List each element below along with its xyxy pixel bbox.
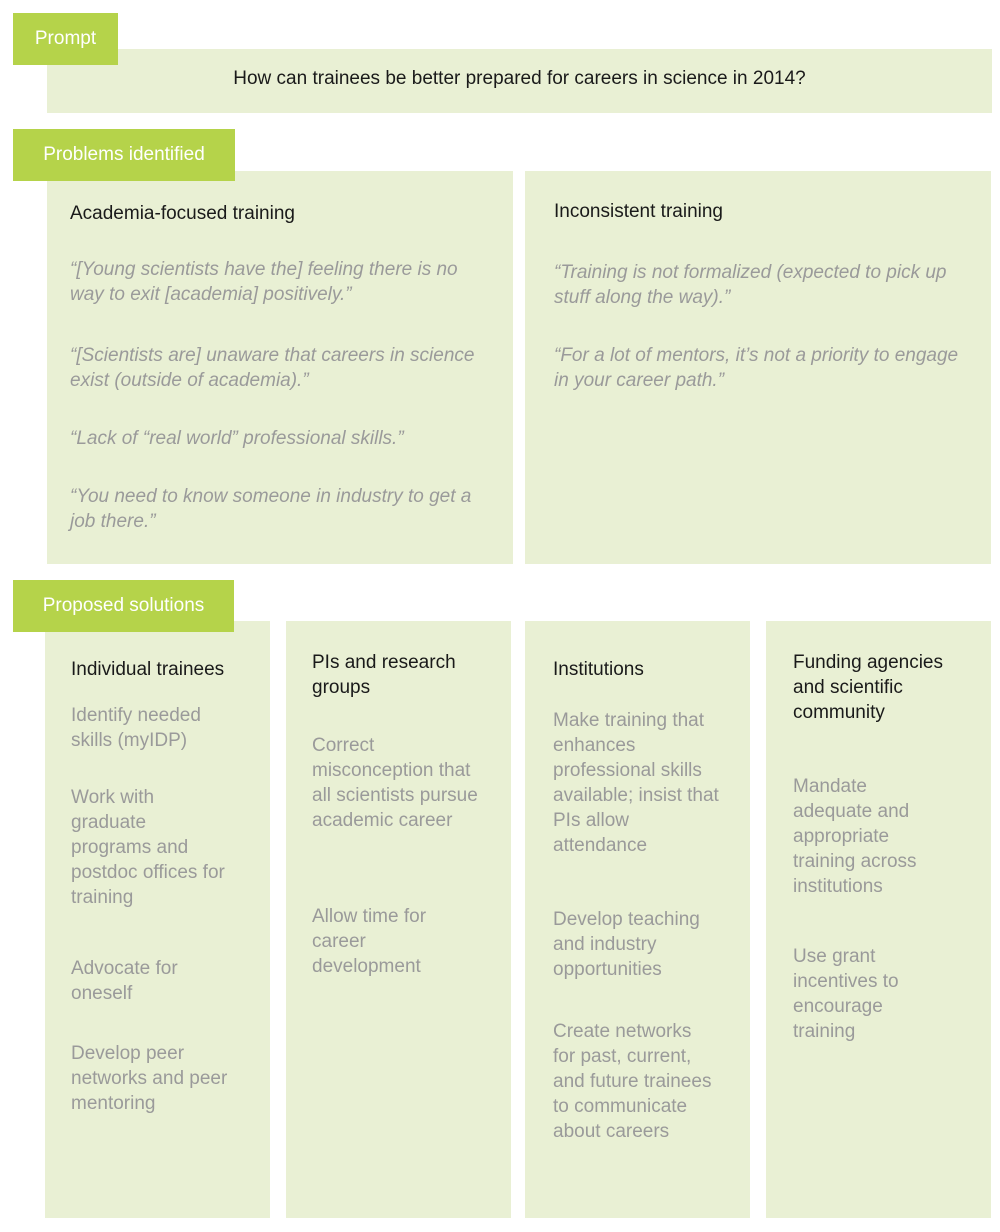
problem-quote: “Lack of “real world” professional skills.” <box>70 428 404 449</box>
solution-heading: Funding agencies and scientific community <box>793 652 943 723</box>
solution-item: Use grant incentives to encourage training <box>793 946 899 1042</box>
solution-item: Develop peer networks and peer mentoring <box>71 1043 228 1114</box>
solutions-tag-label: Proposed solutions <box>42 595 205 616</box>
problem-panel-academia <box>47 171 513 564</box>
prompt-tag-label: Prompt <box>34 28 97 49</box>
solution-item: Correct misconception that all scientists pursue academic career <box>312 735 478 831</box>
problem-quote: “You need to know someone in industry to get a job there.” <box>70 486 472 532</box>
problem-quote: “[Scientists are] unaware that careers in science exist (outside of academia).” <box>70 345 475 391</box>
solution-panel-pis <box>286 621 511 1218</box>
solution-item: Work with graduate programs and postdoc offices for training <box>71 787 225 908</box>
problem-quote: “For a lot of mentors, it’s not a priority to engage in your career path.” <box>554 345 959 391</box>
problems-tag <box>13 129 235 181</box>
problem-heading: Inconsistent training <box>554 201 723 222</box>
prompt-tag <box>13 13 118 65</box>
solution-panel-funding <box>766 621 991 1218</box>
problem-panel-inconsistent <box>525 171 991 564</box>
solution-heading: Individual trainees <box>71 659 225 680</box>
solution-item: Identify needed skills (myIDP) <box>71 705 201 751</box>
solution-panel-individual <box>45 621 270 1218</box>
solution-heading: Institutions <box>553 659 644 680</box>
solution-item: Create networks for past, current, and future trainees to communicate about careers <box>553 1021 712 1142</box>
solutions-tag <box>13 580 234 632</box>
solution-panel-institutions <box>525 621 750 1218</box>
problem-quote: “[Young scientists have the] feeling there is no way to exit [academia] positively.” <box>70 259 458 305</box>
solution-item: Make training that enhances professional skills available; insist that PIs allow attendance <box>553 710 719 856</box>
solution-heading: PIs and research groups <box>312 652 456 698</box>
prompt-question: How can trainees be better prepared for careers in science in 2014? <box>233 68 806 89</box>
solution-item: Develop teaching and industry opportunities <box>553 909 700 980</box>
solution-item: Allow time for career development <box>312 906 427 977</box>
problem-quote: “Training is not formalized (expected to pick up stuff along the way).” <box>554 262 947 308</box>
problems-tag-label: Problems identified <box>43 144 205 165</box>
prompt-panel <box>47 49 992 113</box>
solution-item: Mandate adequate and appropriate training across institutions <box>793 776 917 897</box>
problem-heading: Academia-focused training <box>70 203 295 224</box>
solution-item: Advocate for oneself <box>71 958 178 1004</box>
